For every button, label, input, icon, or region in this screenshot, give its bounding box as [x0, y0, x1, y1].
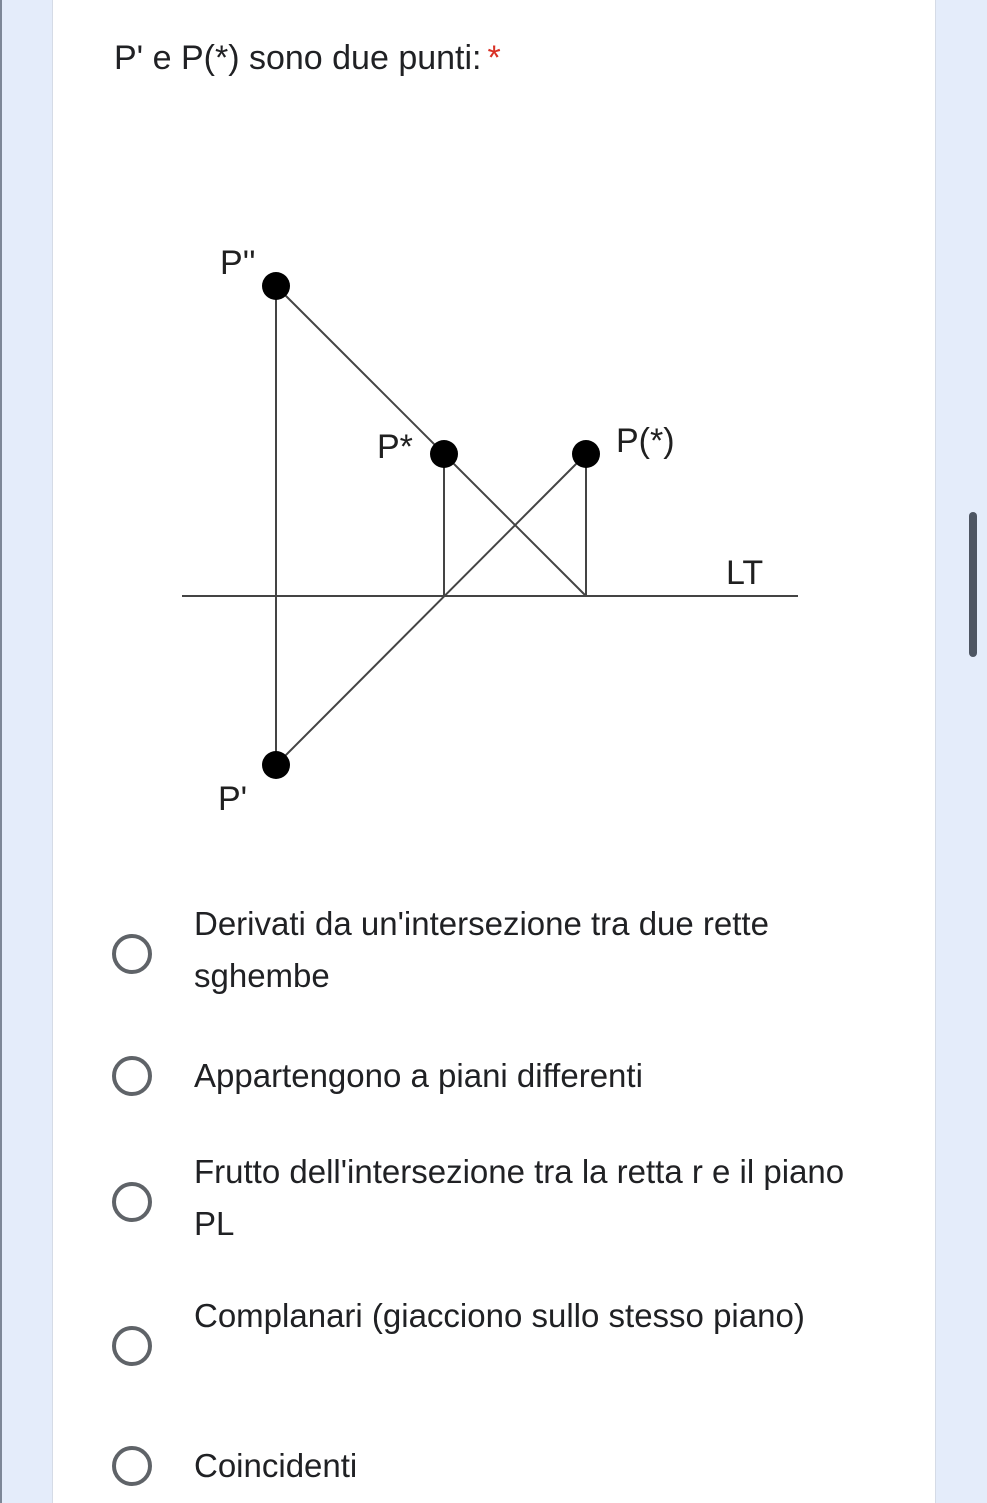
option-label: Frutto dell'intersezione tra la retta r e il piano PL: [194, 1153, 845, 1242]
radio-button[interactable]: [112, 1182, 152, 1222]
option-label: Complanari (giacciono sullo stesso piano): [194, 1297, 805, 1334]
point-p-double-prime: [262, 272, 290, 300]
radio-button[interactable]: [112, 1326, 152, 1366]
required-asterisk: *: [487, 39, 501, 77]
option-label: Derivati da un'intersezione tra due rette sghembe: [194, 905, 769, 994]
point-p-star-paren: [572, 440, 600, 468]
option-retta-r-piano-pl[interactable]: [110, 1146, 850, 1256]
scrollbar-thumb[interactable]: [969, 512, 977, 657]
option-rette-sghembe[interactable]: [110, 898, 850, 1008]
point-p-star: [430, 440, 458, 468]
label-lt: LT: [726, 554, 764, 592]
question-title: [114, 34, 501, 82]
point-p-prime: [262, 751, 290, 779]
line-p-prime-diagonal: [276, 454, 586, 765]
label-p-double-prime: P'': [220, 244, 256, 282]
line-p-double-prime-diagonal: [276, 286, 586, 596]
radio-button[interactable]: [112, 1056, 152, 1096]
label-p-star-paren: P(*): [616, 422, 675, 460]
option-piani-differenti[interactable]: [110, 1050, 850, 1106]
option-coincidenti[interactable]: [110, 1440, 850, 1496]
option-label: Appartengono a piani differenti: [194, 1057, 643, 1094]
option-complanari[interactable]: [110, 1290, 850, 1400]
label-p-prime: P': [218, 780, 248, 818]
radio-button[interactable]: [112, 934, 152, 974]
projection-diagram: [170, 230, 810, 820]
option-label: Coincidenti: [194, 1447, 358, 1484]
question-text: P' e P(*) sono due punti:: [114, 39, 482, 77]
window-edge: [0, 0, 2, 1503]
radio-button[interactable]: [112, 1446, 152, 1486]
diagram-svg: [170, 230, 810, 820]
label-p-star: P*: [377, 428, 413, 466]
